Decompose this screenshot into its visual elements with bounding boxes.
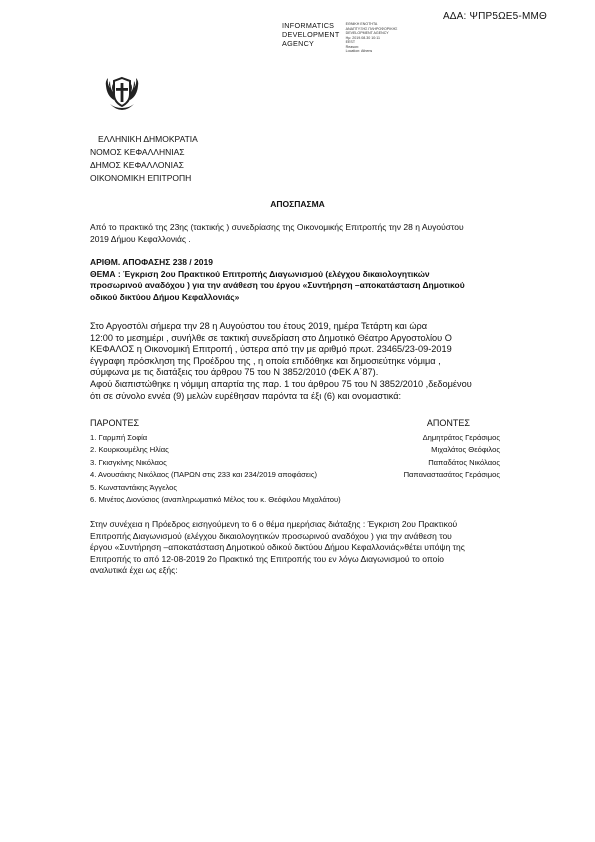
authority-line: ΝΟΜΟΣ ΚΕΦΑΛΛΗΝΙΑΣ	[90, 147, 185, 157]
decision-number: ΑΡΙΘΜ. ΑΠΟΦΑΣΗΣ 238 / 2019	[90, 257, 213, 267]
meeting-body-paragraph	[90, 321, 472, 402]
intro-line: Από το πρακτικό της 23ης (τακτικής ) συνεδρίασης της Οικονομικής Επιτροπής την 28 η Αυγούστου	[90, 222, 464, 232]
signature-line: EEST	[345, 40, 356, 44]
closing-line: αναλυτικά έχει ως εξής:	[90, 565, 178, 576]
authority-line: ΕΛΛΗΝΙΚΗ ΔΗΜΟΚΡΑΤΙΑ	[98, 134, 198, 144]
closing-line: Επιτροπής το από 12-08-2019 2ο Πρακτικό της Επιτροπής του εν λόγω Διαγωνισμού το οποίο	[90, 553, 444, 564]
issuing-authority	[90, 133, 198, 185]
greek-emblem-icon	[101, 72, 143, 116]
subject-line: οδικού δικτύου Δήμου Κεφαλλονιάς»	[90, 291, 240, 302]
attendance-row	[90, 457, 500, 469]
body-line: ότι σε σύνολο εννέα (9) μελών ευρέθησαν παρόντα τα έξι (6) και ονομαστικά:	[90, 390, 402, 401]
closing-line: Επιτροπής Διαγωνισμού (ελέγχου δικαιολογητικών προσωρινού αναδόχου ) για την ανάθεση του	[90, 530, 452, 541]
absent-member: Παπαναστασάτος Γεράσιμος	[403, 470, 500, 480]
body-line: σύμφωνα με τις διατάξεις του άρθρου 75 του Ν 3852/2010 (ΦΕΚ Α΄87).	[90, 367, 379, 378]
subject-line: ΘΕΜΑ : Έγκριση 2ου Πρακτικού Επιτροπής Διαγωνισμού (ελέγχου δικαιολογητικών	[90, 268, 430, 279]
subject-line: προσωρινού αναδόχου ) για την ανάθεση του έργου «Συντήρηση –αποκατάσταση Δημοτικού	[90, 280, 465, 290]
body-line: έγγραφη πρόσκληση της Προέδρου της , η οποία επιδόθηκε και δημοσιεύτηκε νόμιμα ,	[90, 355, 441, 366]
signature-line: ΑΝΑΠΤΥΞΗΣ ΠΛΗΡΟΦΟΡΙΚΗΣ	[345, 26, 398, 31]
absent-member: Παπαδάτος Νικόλαος	[428, 457, 500, 467]
signature-line: Location: Athens	[345, 49, 373, 53]
present-member: 2. Κουρκουμέλης Ηλίας	[90, 445, 169, 455]
attendance-header	[90, 418, 500, 428]
ida-english-name	[282, 21, 340, 54]
body-line: Αφού διαπιστώθηκε η νόμιμη απαρτία της παρ. 1 του άρθρου 75 του Ν 3852/2010 ,δεδομένου	[90, 378, 472, 389]
present-member: 1. Γαρμπή Σοφία	[90, 433, 148, 442]
document-title: ΑΠΟΣΠΑΣΜΑ	[270, 199, 325, 209]
present-member: 3. Γκισγκίνης Νικόλαος	[90, 457, 167, 467]
body-line: ΚΕΦΑΛΟΣ η Οικονομική Επιτροπή , ύστερα από την με αριθμό πρωτ. 23465/23-09-2019	[90, 344, 452, 355]
signature-line: Ημ: 2019.08.30 10:11	[345, 35, 380, 40]
ida-signature-block	[282, 21, 397, 54]
present-label: ΠΑΡΟΝΤΕΣ	[90, 418, 140, 428]
body-line: Στο Αργοστόλι σήμερα την 28 η Αυγούστου του έτους 2019, ημέρα Τετάρτη και ώρα	[90, 321, 428, 331]
body-line: 12:00 το μεσημέρι , συνήλθε σε τακτική συνεδρίαση στο Δημοτικό Θέατρο Αργοστολίου Ο	[90, 332, 452, 343]
absent-member: Μιχαλάτος Θεόφιλος	[431, 445, 500, 455]
authority-line: ΔΗΜΟΣ ΚΕΦΑΛΛΟΝΙΑΣ	[90, 160, 184, 170]
decision-subject	[90, 257, 465, 303]
attendance-row	[90, 469, 500, 481]
signature-line: DEVELOPMENT AGENCY	[345, 31, 389, 35]
ada-code: ΑΔΑ: ΨΠΡ5ΩΕ5-ΜΜΘ	[442, 11, 547, 22]
ida-line: INFORMATICS	[282, 21, 335, 30]
present-member: 4. Ανουσάκης Νικόλαος (ΠΑΡΩΝ στις 233 και 234/2019 αποφάσεις)	[90, 470, 318, 480]
attendance-row	[90, 494, 500, 506]
attendance-row	[90, 444, 500, 456]
absent-label: ΑΠΟΝΤΕΣ	[426, 418, 470, 428]
closing-line: έργου «Συντήρηση –αποκατάσταση Δημοτικού οδικού δικτύου Δήμου Κεφαλλονιάς»θέτει υπόψη της	[90, 542, 465, 553]
present-member: 6. Μινέτος Διονύσιος (αναπληρωματικό Μέλος του κ. Θεόφιλου Μιχαλάτου)	[90, 495, 341, 505]
present-member: 5. Κωνσταντάκης Άγγελος	[90, 482, 178, 492]
attendance-row	[90, 482, 500, 494]
authority-line: ΟΙΚΟΝΟΜΙΚΗ ΕΠΙΤΡΟΠΗ	[90, 173, 192, 183]
closing-paragraph	[90, 519, 465, 577]
absent-member: Δημητράτος Γεράσιμος	[422, 433, 500, 442]
closing-line: Στην συνέχεια η Πρόεδρος εισηγούμενη το 6 ο θέμα ημερήσιας διάταξης : Έγκριση 2ου Πρακτικού	[90, 519, 458, 529]
attendance-row	[90, 432, 500, 444]
attendance-list	[90, 432, 500, 506]
ida-line: AGENCY	[282, 39, 315, 48]
signature-line: ΕΘΝΙΚΗ ΕΝΟΤΗΤΑ	[345, 22, 378, 26]
intro-paragraph	[90, 222, 464, 245]
intro-line: 2019 Δήμου Κεφαλλονιάς .	[90, 233, 191, 244]
ida-line: DEVELOPMENT	[282, 30, 340, 39]
digital-signature-details	[346, 21, 398, 54]
signature-line: Reason:	[345, 44, 360, 49]
